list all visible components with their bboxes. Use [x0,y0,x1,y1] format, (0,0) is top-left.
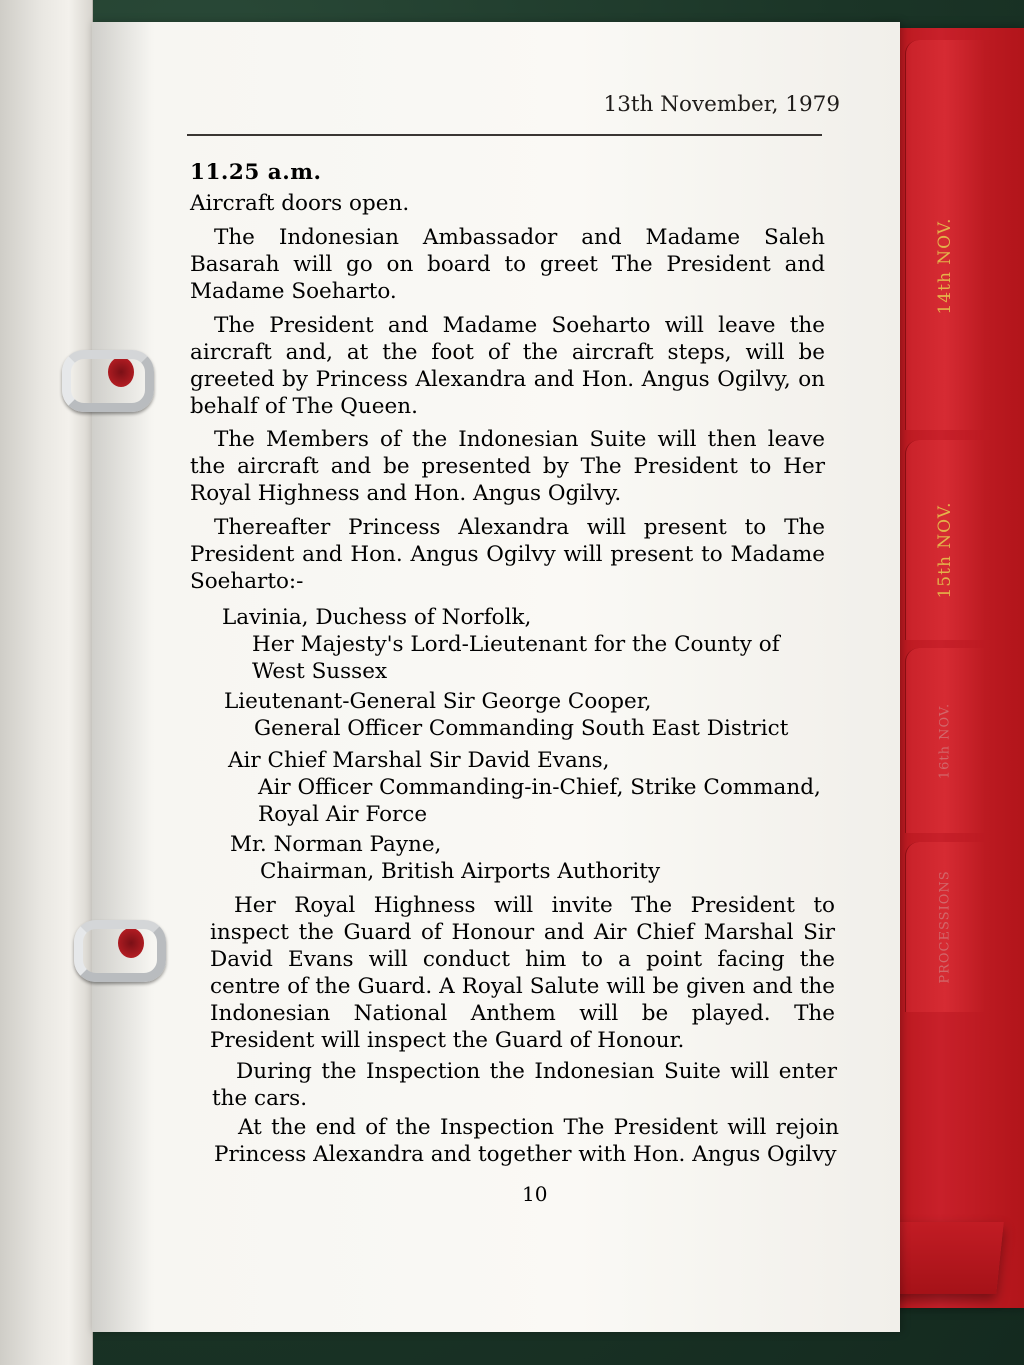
tab-processions[interactable] [905,842,984,1012]
presentee-name: Lieutenant-General Sir George Cooper, [224,689,652,714]
paragraph: At the end of the Inspection The President will rejoin Princess Alexandra and together with Hon. Angus Ogilvy [214,1115,839,1167]
binder-ring-top [62,350,154,412]
presentee-name: Lavinia, Duchess of Norfolk, [222,605,532,630]
presentee-name: Air Chief Marshal Sir David Evans, [228,748,610,773]
paragraph: Her Royal Highness will invite The President to inspect the Guard of Honour and Air Chief Marshal Sir David Evans will conduct him to a point facing the centre of the Guard. A Royal Salute will be given and the Indonesian National Anthem will be played. The President will inspect the Guard of Honour. [210,893,835,1053]
tab-label: PROCESSIONS [937,870,953,984]
paragraph: Thereafter Princess Alexandra will present to The President and Hon. Angus Ogilvy will present to Madame Soeharto:- [190,515,825,594]
presentee-role: Her Majesty's Lord-Lieutenant for the County of West Sussex [252,632,780,684]
presentee-name: Mr. Norman Payne, [230,832,442,857]
presentee-role: General Officer Commanding South East District [254,716,789,741]
tab-15th-nov[interactable] [905,440,984,640]
paragraph: Aircraft doors open. [190,191,410,216]
tab-16th-nov[interactable] [905,648,984,833]
paragraph: The President and Madame Soeharto will leave the aircraft and, at the foot of the aircraft steps, will be greeted by Princess Alexandra and Hon. Angus Ogilvy, on behalf of The Queen. [190,313,825,419]
paragraph: The Indonesian Ambassador and Madame Saleh Basarah will go on board to greet The President and Madame Soeharto. [190,225,825,304]
running-head-date: 13th November, 1979 [603,92,840,117]
tab-label: 14th NOV. [935,217,955,315]
document-page [92,22,900,1332]
presentee-role: Chairman, British Airports Authority [260,859,661,884]
tab-label: 15th NOV. [935,501,955,599]
time-heading: 11.25 a.m. [190,160,322,185]
presentee-role: Air Officer Commanding-in-Chief, Strike Command, Royal Air Force [258,775,821,827]
tab-label: 16th NOV. [937,702,953,779]
paragraph: During the Inspection the Indonesian Suite will enter the cars. [212,1059,837,1111]
paragraph: The Members of the Indonesian Suite will then leave the aircraft and be presented by The President to Her Royal Highness and Hon. Angus Ogilvy. [190,427,825,506]
previous-page-edge [0,0,93,1365]
header-rule [187,134,822,136]
tab-14th-nov[interactable] [905,40,984,430]
binder-ring-bottom [74,920,166,982]
gutter-shadow [92,22,152,1332]
page-number: 10 [522,1182,548,1206]
